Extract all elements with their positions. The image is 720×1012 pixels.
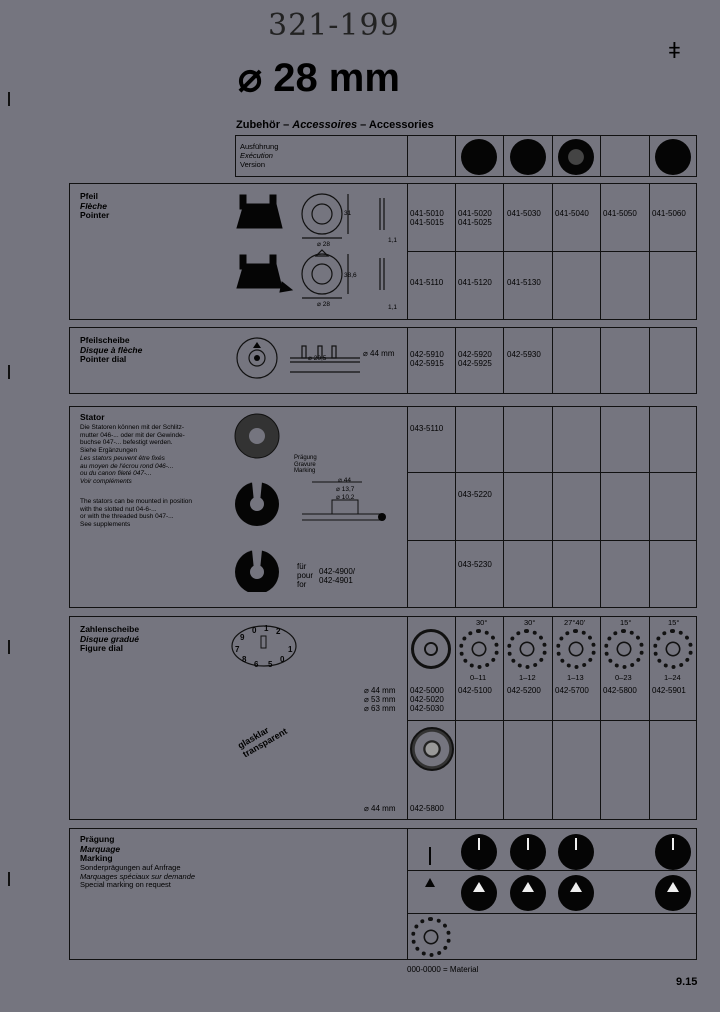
dim-1-1: 1,1 [388, 237, 398, 244]
knob-black-icon [461, 139, 497, 175]
pointer-code: 041-5110 [410, 278, 444, 287]
dim-20-5: ⌀ 20,5 [308, 355, 327, 362]
pointer-code: 041-5040 [555, 209, 589, 218]
pointer-code: 041-5020 041-5025 [458, 209, 492, 227]
pointer-dial-code: 042-5920 042-5925 [458, 350, 492, 368]
svg-text:1: 1 [288, 645, 293, 654]
knob-black-icon [655, 139, 691, 175]
svg-text:0: 0 [252, 626, 257, 635]
stator-code: 043-5220 [458, 490, 492, 499]
marking-figure-dial-icon [411, 917, 451, 957]
figure-dial-size: ⌀ 63 mm [364, 704, 396, 713]
figure-dial-angle: 15° [668, 618, 680, 627]
version-label: Ausführung Exécution Version [240, 142, 279, 169]
pointer-code: 041-5010 041-5015 [410, 209, 444, 227]
pointer-dial-drawing [232, 334, 372, 384]
dim-38: 38,6 [344, 272, 357, 279]
pointer-drawing [232, 190, 407, 315]
stator-text-de: Die Statoren können mit der Schlitz- mutter 046-... oder mit der Gewinde- buchse 047-... befestigt werden. Siehe Ergänzungen [80, 424, 185, 454]
stator-code: 043-5110 [410, 424, 444, 433]
svg-text:8: 8 [242, 655, 247, 664]
figure-dial-numbered-icon [459, 629, 499, 669]
figure-dial-perspective-drawing [230, 622, 302, 672]
page-number: 9.15 [676, 976, 698, 988]
handwritten-number: 321-199 [268, 8, 400, 43]
stator-text-en: The stators can be mounted in position with the slotted nut 04-6-... or with the threaded bush 047-... See supplements [80, 498, 193, 528]
pointer-code: 041-5120 [458, 278, 492, 287]
svg-text:2: 2 [276, 627, 281, 636]
figure-dial-section [69, 616, 697, 820]
stator-dim: ⌀ 13,7 [336, 486, 355, 493]
figure-dial-angle: 27°40' [564, 618, 586, 627]
stator-marking-label: Prägung Gravure Marking [294, 455, 317, 474]
figure-dial-range: 0–11 [470, 673, 487, 682]
pointer-dial-code: 042-5930 [507, 350, 541, 359]
pointer-dial-label: Pfeilscheibe Disque à flèche Pointer dial [80, 335, 143, 364]
transparent-size: ⌀ 44 mm [364, 804, 396, 813]
svg-text:0: 0 [280, 655, 285, 664]
left-margin-mark [8, 92, 10, 106]
figure-dial-numbered-icon [556, 629, 596, 669]
marking-special: Sonderprägungen auf Anfrage Marquages spéciaux sur demande Special marking on request [80, 863, 196, 889]
stator-text-fr: Les stators peuvent être fixés au moyen de l'écrou rond 046-... ou du canon fileté 047-... Voir compléments [80, 455, 174, 485]
figure-dial-label: Zahlenscheibe Disque gradué Figure dial [80, 624, 140, 653]
stator-dim: ⌀ 10,2 [336, 494, 355, 501]
figure-dial-plain-icon [411, 629, 451, 669]
stator-drawing [232, 412, 402, 592]
pointer-code: 041-5030 [507, 209, 541, 218]
footer-code: 000-0000 = Material [407, 965, 479, 974]
transparent-code: 042-5800 [410, 804, 444, 813]
figure-dial-range: 0–23 [615, 673, 632, 682]
figure-dial-code: 042-5000 042-5020 042-5030 [410, 686, 444, 713]
figure-dial-numbered-icon [507, 629, 547, 669]
stator-dim: ⌀ 44 [338, 477, 351, 484]
pointer-dial-size: ⌀ 44 mm [363, 349, 395, 358]
dim-31: 31 [344, 210, 352, 217]
section-title: Zubehör – Accessoires – Accessories [236, 119, 434, 131]
svg-text:1: 1 [264, 624, 269, 633]
figure-dial-code: 042-5100 [458, 686, 492, 695]
figure-dial-size: ⌀ 44 mm [364, 686, 396, 695]
svg-text:9: 9 [240, 633, 245, 642]
marking-knobs [455, 830, 697, 912]
knob-black-icon [510, 139, 546, 175]
figure-dial-range: 1–24 [664, 673, 681, 682]
figure-dial-code: 042-5200 [507, 686, 541, 695]
svg-text:6: 6 [254, 660, 259, 669]
marking-label: Prägung Marquage Marking [80, 834, 121, 863]
dim-28: ⌀ 28 [317, 241, 330, 248]
pointer-code: 041-5050 [603, 209, 637, 218]
stator-title: Stator [80, 412, 105, 422]
svg-text:5: 5 [268, 660, 273, 669]
knob-ribbed-icon [558, 139, 594, 175]
figure-dial-code: 042-5700 [555, 686, 589, 695]
svg-text:7: 7 [235, 645, 240, 654]
transparent-dial-icon [410, 727, 454, 771]
stator-code: 043-5230 [458, 560, 492, 569]
triangle-marking-icon [425, 878, 435, 887]
left-margin-mark [8, 872, 10, 886]
dim-28: ⌀ 28 [317, 301, 330, 308]
figure-dial-code: 042-5901 [652, 686, 686, 695]
stator-for-codes: 042-4900/ 042-4901 [319, 567, 356, 585]
figure-dial-range: 1–12 [519, 673, 536, 682]
figure-dial-numbered-icon [604, 629, 644, 669]
left-margin-mark [8, 365, 10, 379]
pointer-dial-code: 042-5910 042-5915 [410, 350, 444, 368]
initials-mark: ǂ [668, 38, 681, 63]
figure-dial-angle: 30° [524, 618, 536, 627]
dim-1-1: 1,1 [388, 304, 398, 311]
left-margin-mark [8, 640, 10, 654]
pointer-code: 041-5060 [652, 209, 686, 218]
transparent-label: glasklar transparent [236, 724, 289, 760]
figure-dial-range: 1–13 [567, 673, 584, 682]
pointer-dial-section [69, 327, 697, 394]
page-title: ⌀ 28 mm [238, 56, 400, 100]
pointer-code: 041-5130 [507, 278, 541, 287]
figure-dial-angle: 30° [476, 618, 488, 627]
figure-dial-angle: 15° [620, 618, 632, 627]
figure-dial-size: ⌀ 53 mm [364, 695, 396, 704]
pointer-label: Pfeil Flèche Pointer [80, 191, 110, 220]
line-marking-icon [429, 847, 431, 865]
stator-for-label: für pour for [297, 562, 314, 589]
figure-dial-code: 042-5800 [603, 686, 637, 695]
figure-dial-numbered-icon [653, 629, 693, 669]
